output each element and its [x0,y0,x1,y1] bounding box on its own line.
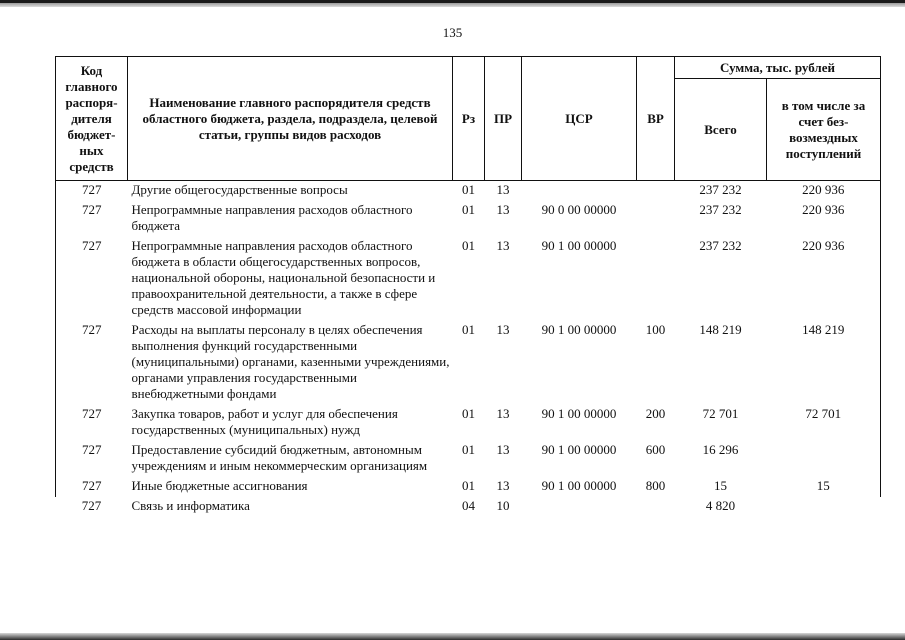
cell-incl: 72 701 [767,405,881,441]
table-row [56,405,881,441]
cell-rz: 01 [462,182,475,197]
cell-vr: 100 [645,322,666,337]
cell-code: 727 [56,321,128,405]
cell-incl [767,497,881,517]
cell-rz: 01 [462,442,475,457]
cell-total: 237 232 [699,182,742,197]
cell-csr: 90 1 00 00000 [541,322,617,337]
header-pr: ПР [485,57,522,181]
cell-name: Другие общегосударственные вопросы [131,182,348,197]
budget-table [55,56,881,517]
scan-edge-bottom [0,633,905,640]
cell-vr [637,181,675,202]
cell-incl: 220 936 [767,237,881,321]
scan-edge-top-shade [0,3,905,7]
cell-pr: 13 [496,238,510,253]
cell-vr: 800 [645,478,666,493]
table-row [56,477,881,497]
cell-code: 727 [56,441,128,477]
cell-name: Непрограммные направления расходов областного бюджета в области общегосударственных вопросов, национальной обороны, национальной безопасности и правоохранительной деятельности, а также в сфере средств массовой информации [131,238,436,317]
cell-total: 148 219 [699,322,742,337]
cell-pr: 13 [496,442,510,457]
header-sum: Сумма, тыс. рублей [675,57,881,79]
cell-vr [637,237,675,321]
cell-pr: 13 [496,406,510,421]
cell-code: 727 [56,237,128,321]
cell-total: 16 296 [702,442,739,457]
cell-total: 237 232 [699,238,742,253]
cell-vr [637,201,675,237]
header-code: Код главного распоря-дителя бюджет-ных средств [56,57,128,181]
cell-rz: 04 [462,498,475,513]
cell-code: 727 [56,405,128,441]
cell-csr: 90 1 00 00000 [541,478,617,493]
cell-name: Иные бюджетные ассигнования [131,478,308,493]
cell-incl: 220 936 [767,201,881,237]
table-row [56,201,881,237]
cell-vr: 200 [645,406,666,421]
table-header [56,57,881,181]
table-row [56,181,881,202]
cell-name: Закупка товаров, работ и услуг для обеспечения государственных (муниципальных) нужд [131,406,398,437]
cell-total: 15 [714,478,727,493]
table-row [56,321,881,405]
cell-incl: 220 936 [767,181,881,202]
cell-csr [522,181,637,202]
cell-pr: 13 [496,322,510,337]
cell-total: 72 701 [702,406,739,421]
header-total: Всего [675,79,767,181]
table-row [56,237,881,321]
cell-rz: 01 [462,478,475,493]
cell-name: Непрограммные направления расходов областного бюджета [131,202,413,233]
cell-code: 727 [81,498,102,513]
table-body [56,181,881,518]
header-name: Наименование главного распорядителя средств областного бюджета, раздела, подраздела, целевой статьи, группы видов расходов [128,57,453,181]
cell-total: 4 820 [705,498,736,513]
cell-csr: 90 1 00 00000 [541,238,617,253]
cell-rz: 01 [462,406,475,421]
cell-rz: 01 [462,238,475,253]
header-rz: Рз [453,57,485,181]
cell-name: Расходы на выплаты персоналу в целях обеспечения выполнения функций государственными (муниципальными) органами, казенными учреждениями, органами управления государственными внебюджетными фондами [131,322,450,401]
cell-code: 727 [56,201,128,237]
cell-name: Связь и информатика [131,498,250,513]
table-row [56,497,881,517]
cell-rz: 01 [462,202,475,217]
cell-total: 237 232 [699,202,742,217]
page-number: 135 [442,25,463,40]
header-csr: ЦСР [522,57,637,181]
cell-incl: 15 [767,477,881,497]
cell-csr: 90 1 00 00000 [541,442,617,457]
header-vr: ВР [637,57,675,181]
cell-pr: 13 [496,182,510,197]
cell-csr [522,497,637,517]
cell-incl [767,441,881,477]
cell-vr [637,497,675,517]
cell-csr: 90 1 00 00000 [541,406,617,421]
cell-pr: 13 [496,202,510,217]
cell-incl: 148 219 [767,321,881,405]
cell-pr: 10 [496,498,510,513]
cell-code: 727 [56,181,128,202]
header-incl: в том числе за счет без-возмездных поступлений [767,79,881,181]
cell-code: 727 [56,477,128,497]
cell-pr: 13 [496,478,510,493]
table-row [56,441,881,477]
cell-csr: 90 0 00 00000 [541,202,617,217]
cell-vr: 600 [645,442,666,457]
cell-rz: 01 [462,322,475,337]
cell-name: Предоставление субсидий бюджетным, автономным учреждениям и иным некоммерческим организациям [131,442,428,473]
